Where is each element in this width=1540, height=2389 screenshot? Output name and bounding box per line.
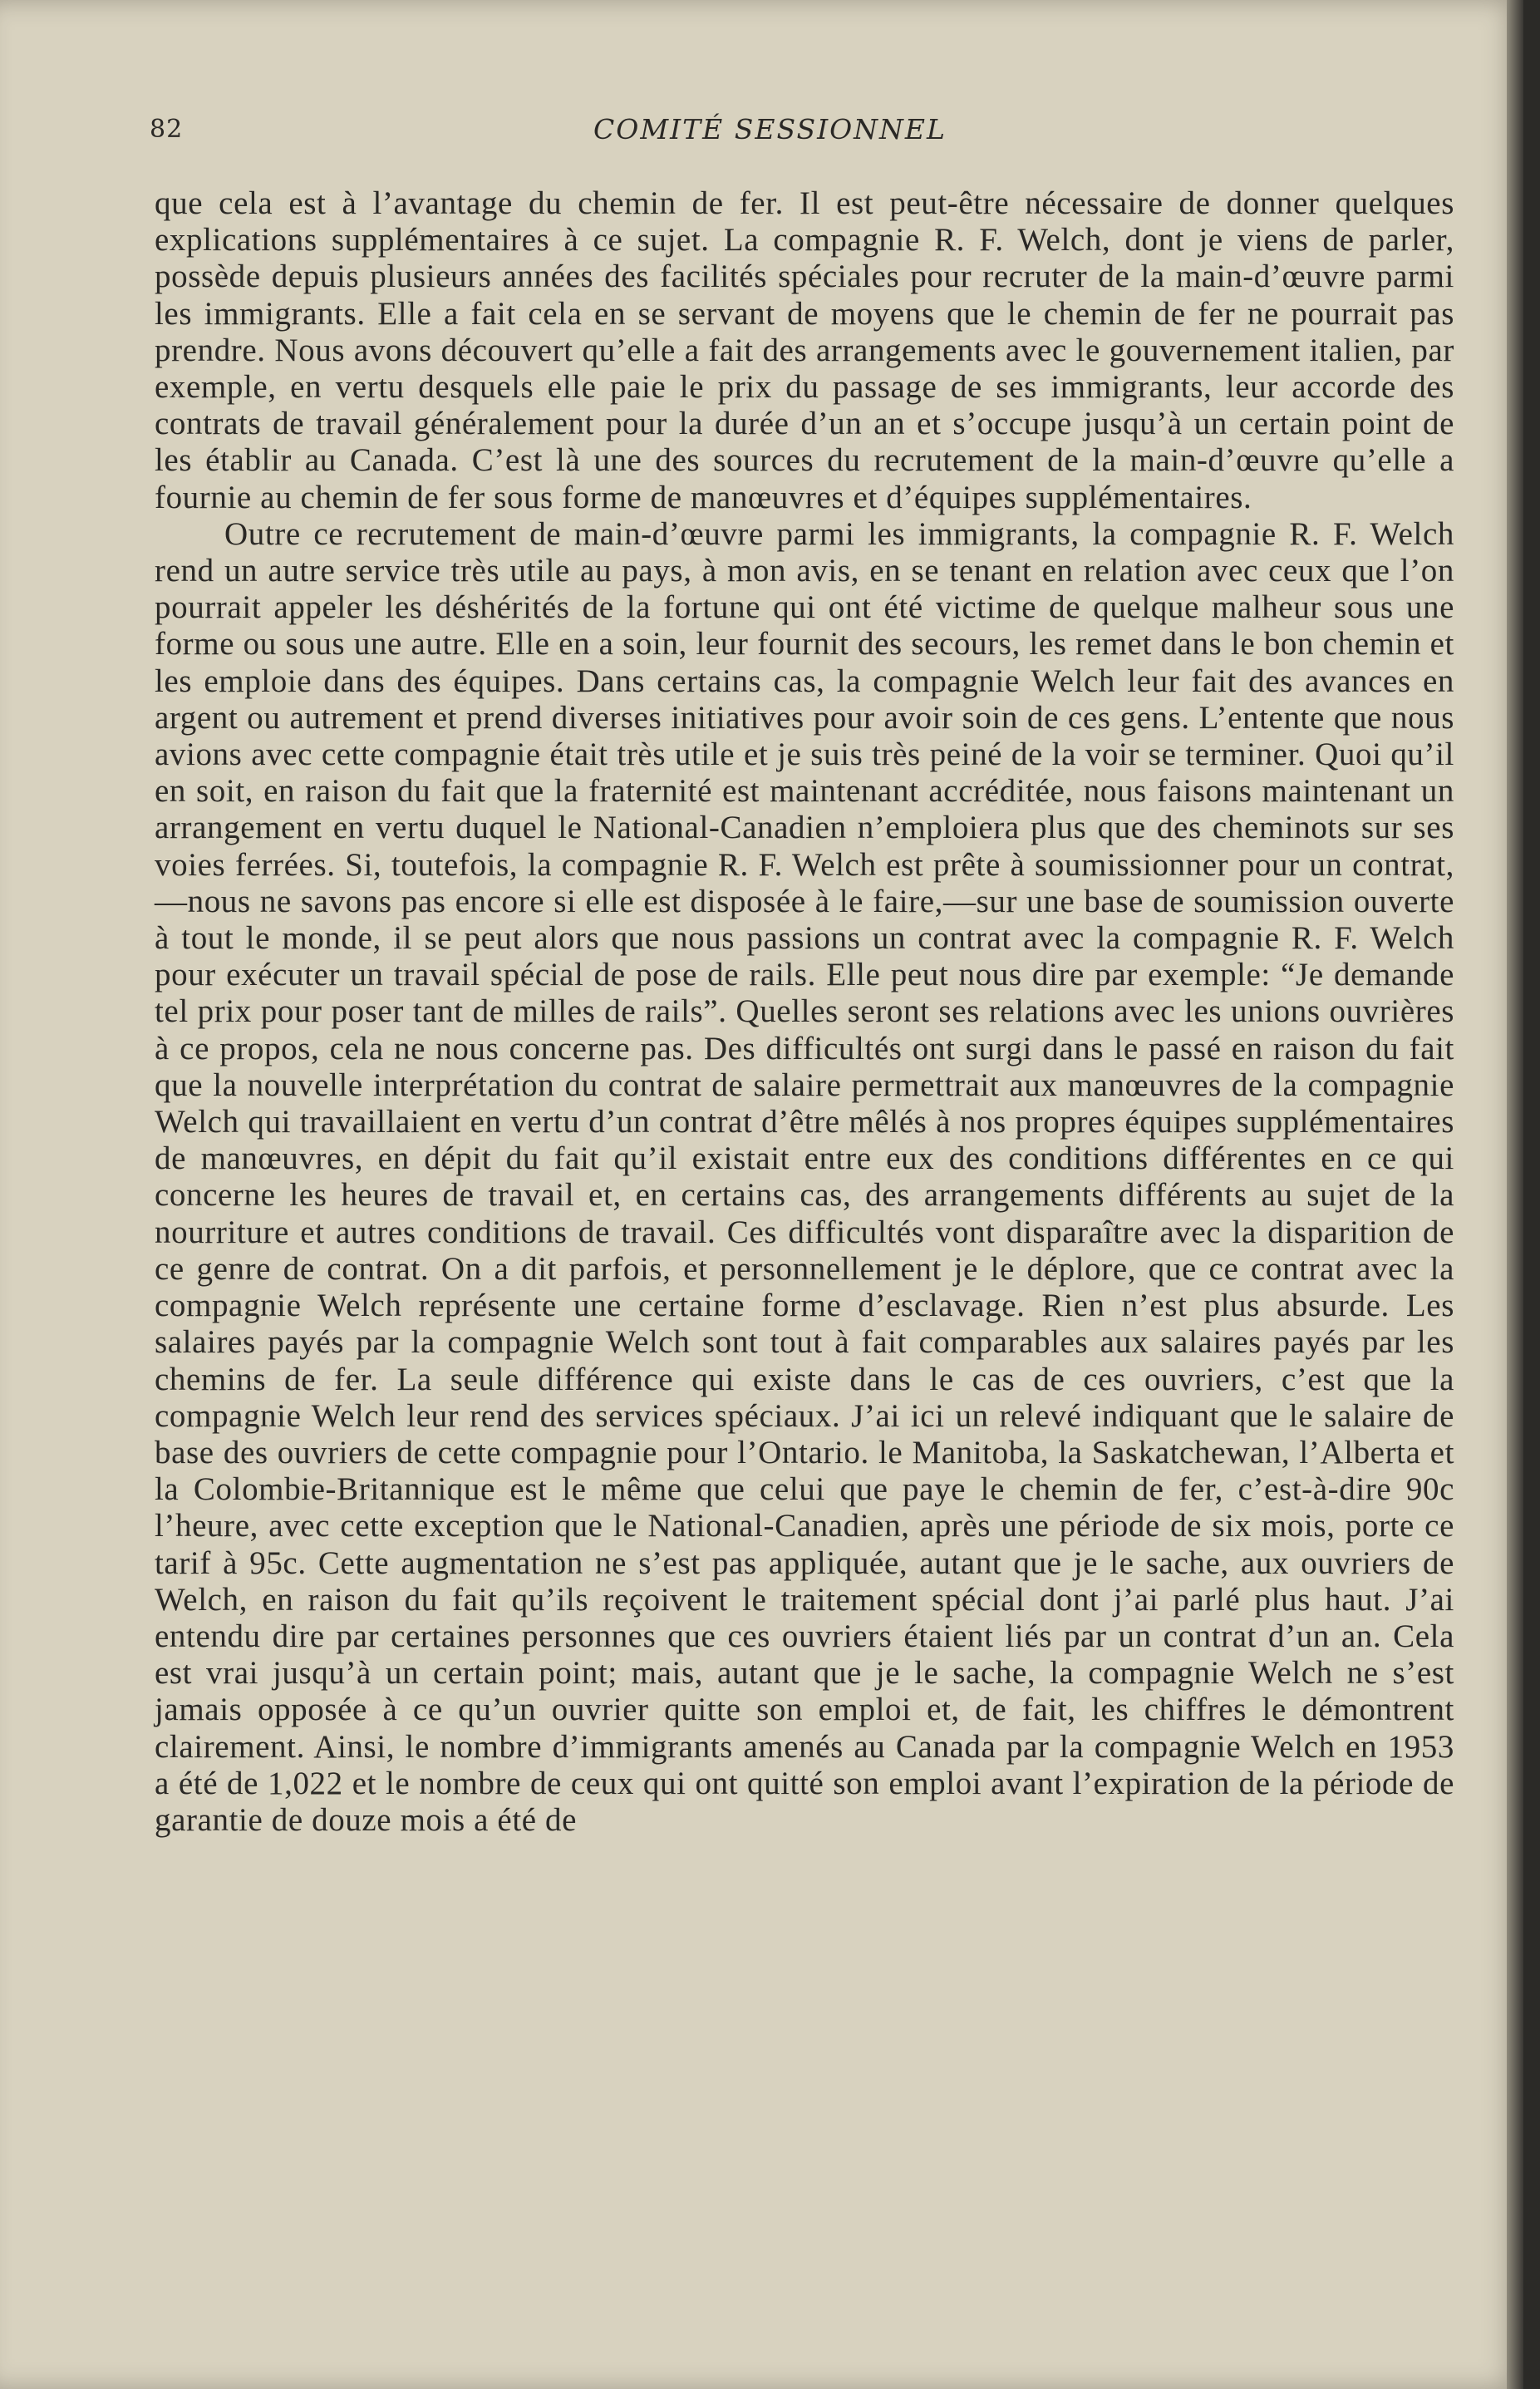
body-text — [155, 185, 1454, 1839]
running-title: COMITÉ SESSIONNEL — [593, 113, 947, 145]
page-number: 82 — [150, 115, 184, 144]
paragraph-1: que cela est à l’avantage du chemin de fer. Il est peut-être nécessaire de donner quelques explications supplémentaires à ce sujet. La compagnie R. F. Welch, dont je viens de parler, possède depuis plusieurs années des facilités spéciales pour recruter de la main-d’œuvre parmi les immigrants. Elle a fait cela en se servant de moyens que le chemin de fer ne pourrait pas prendre. Nous avons découvert qu’elle a fait des arrangements avec le gouvernement italien, par exemple, en vertu desquels elle paie le prix du passage de ses immigrants, leur accorde des contrats de travail généralement pour la durée d’un an et s’occupe jusqu’à un certain point de les établir au Canada. C’est là une des sources du recrutement de la main-d’œuvre qu’elle a fournie au chemin de fer sous forme de manœuvres et d’équipes supplémentaires. — [155, 185, 1454, 515]
page-spine-edge — [1507, 0, 1523, 2389]
paragraph-2: Outre ce recrutement de main-d’œuvre parmi les immigrants, la compagnie R. F. Welch rend un autre service très utile au pays, à mon avis, en se tenant en relation avec ceux que l’on pourrait appeler les déshérités de la fortune qui ont été victime de quelque malheur sous une forme ou sous une autre. Elle en a soin, leur fournit des secours, les remet dans le bon chemin et les emploie dans des équipes. Dans certains cas, la compagnie Welch leur fait des avances en argent ou autrement et prend diverses initiatives pour avoir soin de ces gens. L’entente que nous avions avec cette compagnie était très utile et je suis très peiné de la voir se terminer. Quoi qu’il en soit, en raison du fait que la fraternité est maintenant accréditée, nous faisons maintenant un arrangement en vertu duquel le National-Canadien n’emploiera plus que des cheminots sur ses voies ferrées. Si, toutefois, la compagnie R. F. Welch est prête à soumissionner pour un contrat,—nous ne savons pas encore si elle est disposée à le faire,—sur une base de soumission ouverte à tout le monde, il se peut alors que nous passions un contrat avec la compagnie R. F. Welch pour exécuter un travail spécial de pose de rails. Elle peut nous dire par exemple: “Je demande tel prix pour poser tant de milles de rails”. Quelles seront ses relations avec les unions ouvrières à ce propos, cela ne nous concerne pas. Des difficultés ont surgi dans le passé en raison du fait que la nouvelle interprétation du contrat de salaire permettrait aux manœuvres de la compagnie Welch qui travaillaient en vertu d’un contrat d’être mêlés à nos propres équipes supplémentaires de manœuvres, en dépit du fait qu’il existait entre eux des conditions différentes en ce qui concerne les heures de travail et, en certains cas, des arrangements différents au sujet de la nourriture et autres conditions de travail. Ces difficultés vont disparaître avec la disparition de ce genre de contrat. On a dit parfois, et personnellement je le déplore, que ce contrat avec la compagnie Welch représente une certaine forme d’esclavage. Rien n’est plus absurde. Les salaires payés par la compagnie Welch sont tout à fait comparables aux salaires payés par les chemins de fer. La seule différence qui existe dans le cas de ces ouvriers, c’est que la compagnie Welch leur rend des services spéciaux. J’ai ici un relevé indiquant que le salaire de base des ouvriers de cette compagnie pour l’Ontario. le Manitoba, la Saskatchewan, l’Alberta et la Colombie-Britannique est le même que celui que paye le chemin de fer, c’est-à-dire 90c l’heure, avec cette exception que le National-Canadien, après une période de six mois, porte ce tarif à 95c. Cette augmentation ne s’est pas appliquée, autant que je le sache, aux ouvriers de Welch, en raison du fait qu’ils reçoivent le traitement spécial dont j’ai parlé plus haut. J’ai entendu dire par certaines personnes que ces ouvriers étaient liés par un contrat d’un an. Cela est vrai jusqu’à un certain point; mais, autant que je le sache, la compagnie Welch ne s’est jamais opposée à ce qu’un ouvrier quitte son emploi et, de fait, les chiffres le démontrent clairement. Ainsi, le nombre d’immigrants amenés au Canada par la compagnie Welch en 1953 a été de 1,022 et le nombre de ceux qui ont quitté son emploi avant l’expiration de la période de garantie de douze mois a été de — [155, 515, 1454, 1838]
